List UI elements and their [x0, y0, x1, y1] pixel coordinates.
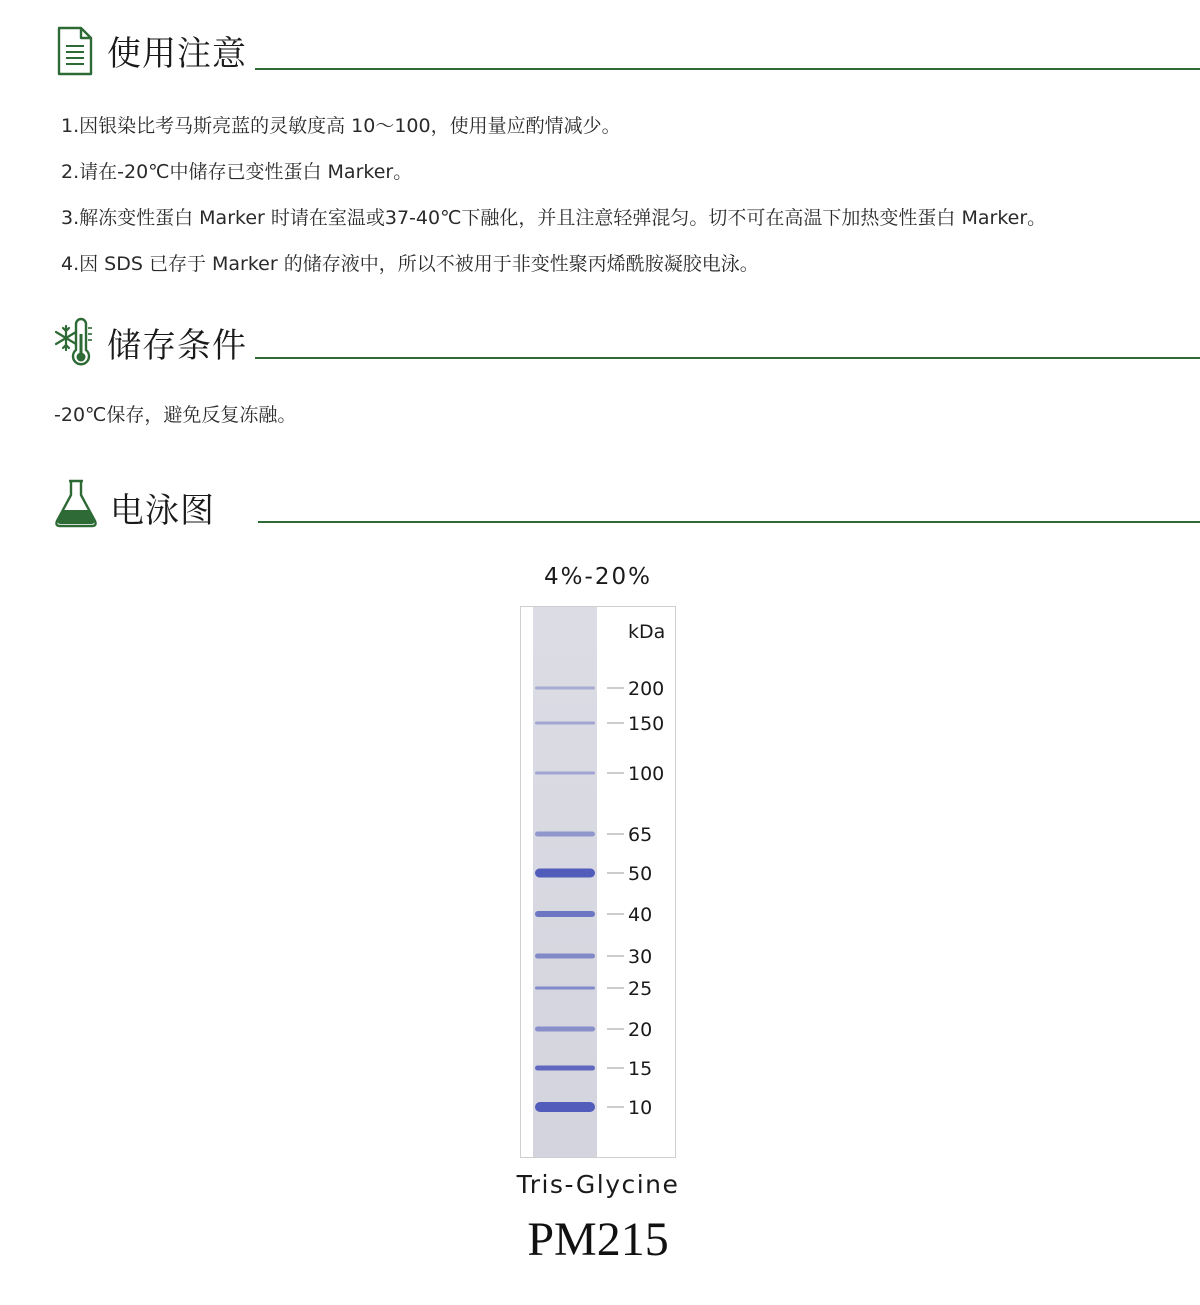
- gel-band-65: [535, 832, 595, 837]
- gel-percentage-label: 4%-20%: [544, 564, 652, 590]
- gel-band-20: [535, 1027, 595, 1032]
- gel-band-10: [535, 1102, 595, 1112]
- gel-band-50: [535, 869, 595, 878]
- document-icon: [54, 26, 98, 78]
- gel-band-150: [535, 722, 595, 725]
- band-label-50: 50: [628, 863, 653, 885]
- gel-band-30: [535, 954, 595, 959]
- gel-title: 电泳图: [110, 491, 215, 531]
- gel-band-25: [535, 987, 595, 990]
- notes-section-header: [0, 22, 1200, 82]
- note-item-1: 1.因银染比考马斯亮蓝的灵敏度高 10～100，使用量应酌情减少。: [61, 115, 621, 137]
- thermometer-snowflake-icon: [54, 316, 98, 368]
- band-label-20: 20: [628, 1019, 653, 1041]
- gel-divider: [258, 521, 1200, 523]
- gel-band-100: [535, 772, 595, 775]
- product-code: PM215: [527, 1213, 669, 1266]
- notes-title: 使用注意: [107, 34, 247, 74]
- band-label-30: 30: [628, 946, 653, 968]
- band-label-200: 200: [628, 678, 665, 700]
- gel-band-40: [535, 911, 595, 917]
- storage-title: 储存条件: [107, 326, 247, 366]
- notes-divider: [255, 68, 1200, 70]
- band-label-40: 40: [628, 904, 653, 926]
- gel-section-header: [0, 475, 1200, 535]
- band-label-65: 65: [628, 824, 653, 846]
- band-label-10: 10: [628, 1097, 653, 1119]
- storage-section-header: [0, 312, 1200, 372]
- note-item-2: 2.请在-20℃中储存已变性蛋白 Marker。: [61, 161, 413, 183]
- band-label-15: 15: [628, 1058, 653, 1080]
- flask-icon: [54, 477, 98, 529]
- note-item-3: 3.解冻变性蛋白 Marker 时请在室温或37-40℃下融化，并且注意轻弹混匀。切不可在高温下加热变性蛋白 Marker。: [61, 207, 1047, 229]
- band-label-25: 25: [628, 978, 653, 1000]
- gel-lane-graphic: [521, 607, 675, 1157]
- buffer-label: Tris-Glycine: [516, 1170, 680, 1199]
- gel-image: [520, 606, 676, 1158]
- storage-divider: [255, 357, 1200, 359]
- band-label-150: 150: [628, 713, 665, 735]
- gel-band-200: [535, 687, 595, 690]
- gel-band-15: [535, 1066, 595, 1071]
- storage-text: -20℃保存，避免反复冻融。: [54, 404, 297, 426]
- band-label-100: 100: [628, 763, 665, 785]
- kda-unit-label: kDa: [628, 621, 666, 643]
- note-item-4: 4.因 SDS 已存于 Marker 的储存液中，所以不被用于非变性聚丙烯酰胺凝胶电泳。: [61, 253, 759, 275]
